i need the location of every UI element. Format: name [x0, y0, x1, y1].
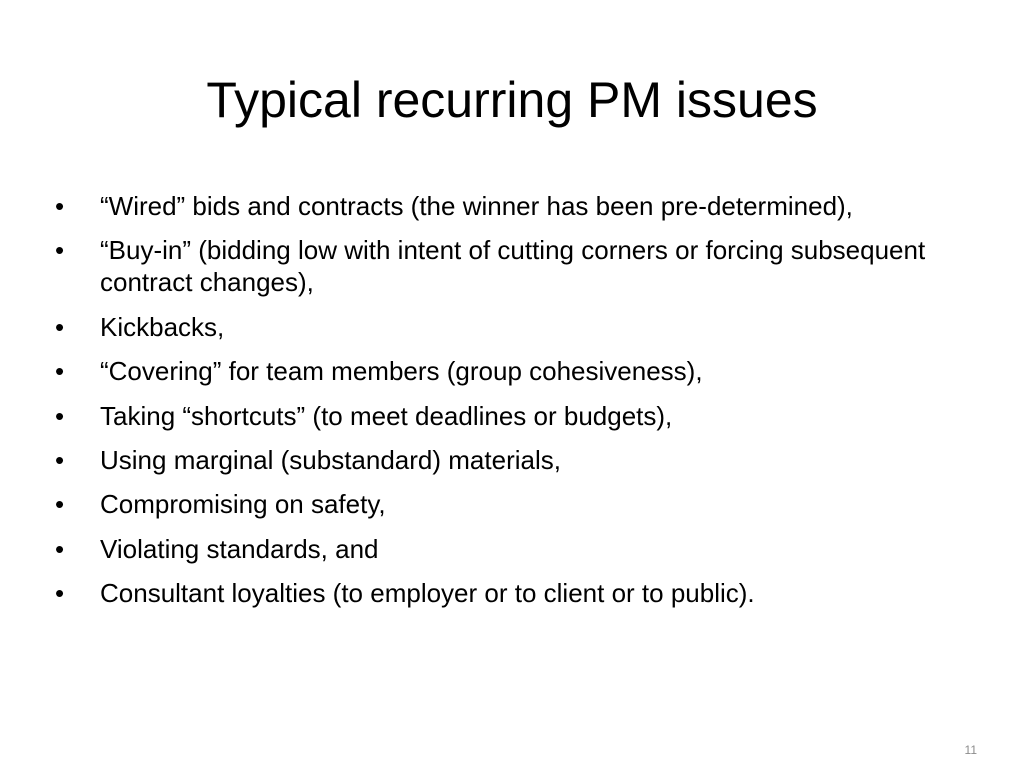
- bullet-text: Kickbacks,: [100, 311, 225, 342]
- bullet-dot-icon: •: [55, 578, 65, 609]
- bullet-item: [55, 311, 965, 343]
- bullet-text: “Buy-in” (bidding low with intent of cutting corners or forcing subsequent contract changes),: [100, 235, 926, 298]
- bullet-text: Using marginal (substandard) materials,: [100, 444, 561, 475]
- bullet-item: [55, 577, 965, 609]
- bullet-dot-icon: •: [55, 191, 65, 221]
- bullet-item: [55, 488, 965, 520]
- bullet-text: Taking “shortcuts” (to meet deadlines or budgets),: [100, 400, 673, 431]
- bullet-text: “Covering” for team members (group cohesiveness),: [100, 356, 703, 387]
- bullet-list: [55, 190, 965, 622]
- bullet-dot-icon: •: [55, 235, 65, 266]
- bullet-text: “Wired” bids and contracts (the winner has been pre-determined),: [100, 191, 853, 221]
- bullet-dot-icon: •: [55, 311, 65, 342]
- bullet-item: [55, 444, 965, 476]
- slide-title: Typical recurring PM issues: [206, 72, 818, 128]
- bullet-dot-icon: •: [55, 356, 65, 387]
- bullet-text: Consultant loyalties (to employer or to client or to public).: [100, 578, 755, 609]
- bullet-item: [55, 400, 965, 432]
- slide-number: 11: [964, 743, 977, 757]
- bullet-item: [55, 190, 965, 222]
- bullet-dot-icon: •: [55, 444, 65, 475]
- bullet-item: [55, 234, 965, 298]
- bullet-text: Compromising on safety,: [100, 489, 386, 520]
- bullet-dot-icon: •: [55, 489, 65, 520]
- bullet-dot-icon: •: [55, 533, 65, 564]
- bullet-dot-icon: •: [55, 400, 65, 431]
- bullet-text: Violating standards, and: [100, 533, 379, 564]
- bullet-item: [55, 355, 965, 387]
- bullet-item: [55, 533, 965, 565]
